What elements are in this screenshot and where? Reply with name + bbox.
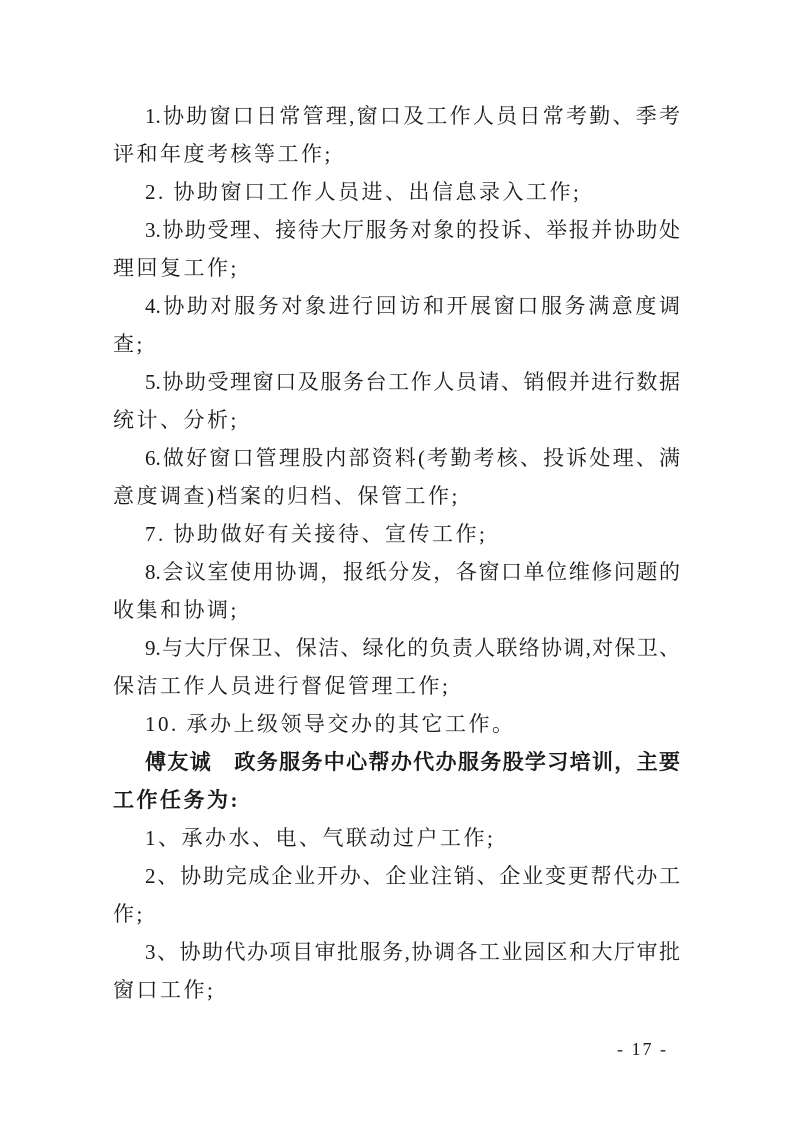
text-line: 收集和协调; — [113, 598, 239, 622]
page-number: - 17 - — [617, 1039, 668, 1059]
text-line: 10. 承办上级领导交办的其它工作。 — [145, 712, 516, 736]
text-line: 意度调查)档案的归档、保管工作; — [113, 484, 460, 508]
text-line: 统计、分析; — [113, 408, 239, 432]
text-line: 理回复工作; — [113, 256, 239, 280]
text-line: 9.与大厅保卫、保洁、绿化的负责人联络协调,对保卫、 — [145, 636, 680, 660]
text-line: 7. 协助做好有关接待、宣传工作; — [145, 522, 488, 546]
document-body — [113, 97, 680, 1009]
text-line: 6.做好窗口管理股内部资料(考勤考核、投诉处理、满 — [145, 446, 680, 470]
text-line: 工作任务为: — [113, 788, 240, 812]
text-line: 窗口工作; — [113, 978, 216, 1002]
text-line: 2、协助完成企业开办、企业注销、企业变更帮代办工 — [145, 864, 680, 888]
text-line: 4.协助对服务对象进行回访和开展窗口服务满意度调 — [145, 294, 680, 318]
text-line: 1.协助窗口日常管理,窗口及工作人员日常考勤、季考 — [145, 104, 680, 128]
text-line: 傅友诚 政务服务中心帮办代办服务股学习培训，主要 — [145, 750, 680, 774]
text-line: 保洁工作人员进行督促管理工作; — [113, 674, 451, 698]
text-line: 2. 协助窗口工作人员进、出信息录入工作; — [145, 180, 582, 204]
text-line: 3、协助代办项目审批服务,协调各工业园区和大厅审批 — [145, 940, 680, 964]
text-line: 1、承办水、电、气联动过户工作; — [145, 826, 496, 850]
text-line: 5.协助受理窗口及服务台工作人员请、销假并进行数据 — [145, 370, 680, 394]
page-footer — [0, 1036, 668, 1062]
text-line: 评和年度考核等工作; — [113, 142, 333, 166]
text-line: 作; — [113, 902, 145, 926]
text-line: 3.协助受理、接待大厅服务对象的投诉、举报并协助处 — [145, 218, 680, 242]
text-line: 查; — [113, 332, 145, 356]
text-line: 8.会议室使用协调，报纸分发，各窗口单位维修问题的 — [145, 560, 680, 584]
